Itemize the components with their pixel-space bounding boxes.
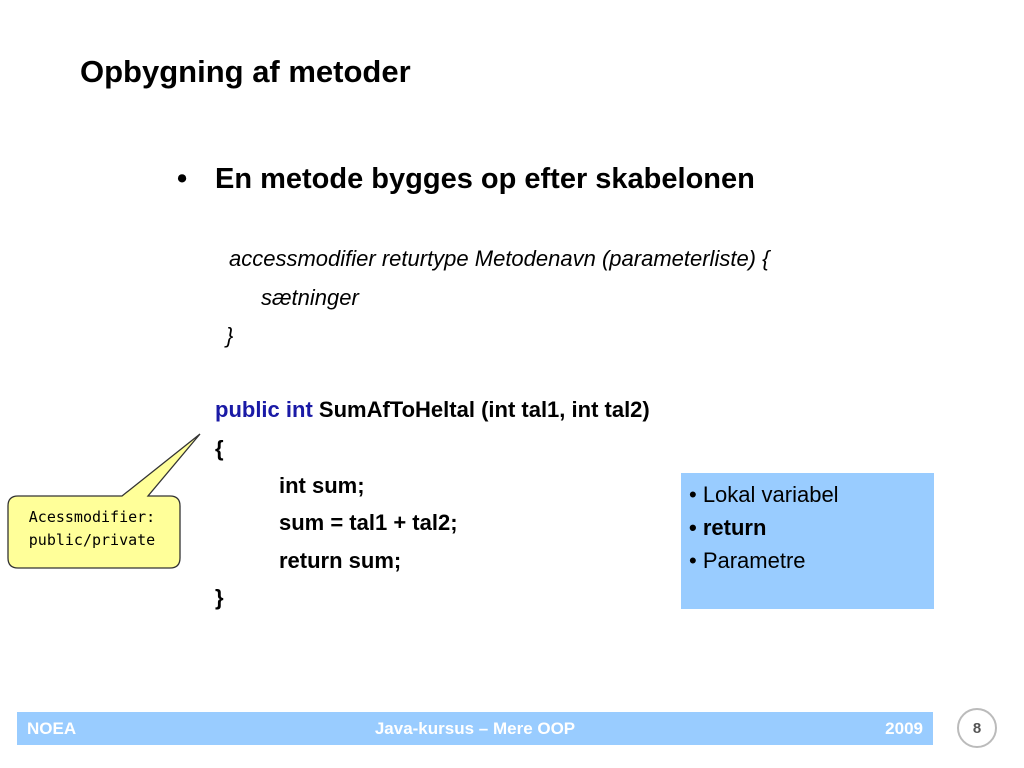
note-item-parameters: • Parametre: [689, 548, 806, 573]
footer-organization: NOEA: [27, 718, 77, 738]
slide-title: Opbygning af metoder: [80, 54, 411, 89]
code-return: return sum;: [279, 548, 402, 573]
code-declaration: int sum;: [279, 473, 365, 498]
footer-course: Java-kursus – Mere OOP: [374, 718, 576, 738]
callout-line-2: public/private: [28, 531, 156, 549]
code-keyword-public: public: [215, 397, 280, 422]
bullet-text: En metode bygges op efter skabelonen: [215, 163, 755, 195]
footer-bar: [17, 712, 933, 745]
note-item-return: • return: [689, 515, 767, 540]
callout-line-1: Acessmodifier:: [28, 508, 156, 526]
note-item-local-variable: • Lokal variabel: [689, 482, 839, 507]
template-close-brace: }: [226, 323, 234, 348]
callout-text: [8, 506, 176, 552]
template-body: sætninger: [261, 285, 359, 310]
code-close-brace: }: [215, 585, 224, 610]
template-signature: accessmodifier returtype Metodenavn (parameterliste) {: [229, 246, 770, 271]
footer-year: 2009: [885, 718, 923, 738]
code-open-brace: {: [215, 436, 224, 461]
page-number: 8: [957, 708, 997, 748]
bullet-dot: •: [177, 163, 188, 195]
code-assignment: sum = tal1 + tal2;: [279, 510, 458, 535]
code-keyword-int: int: [285, 397, 313, 422]
code-method-name: SumAfToHeltal (int tal1, int tal2): [312, 397, 650, 422]
